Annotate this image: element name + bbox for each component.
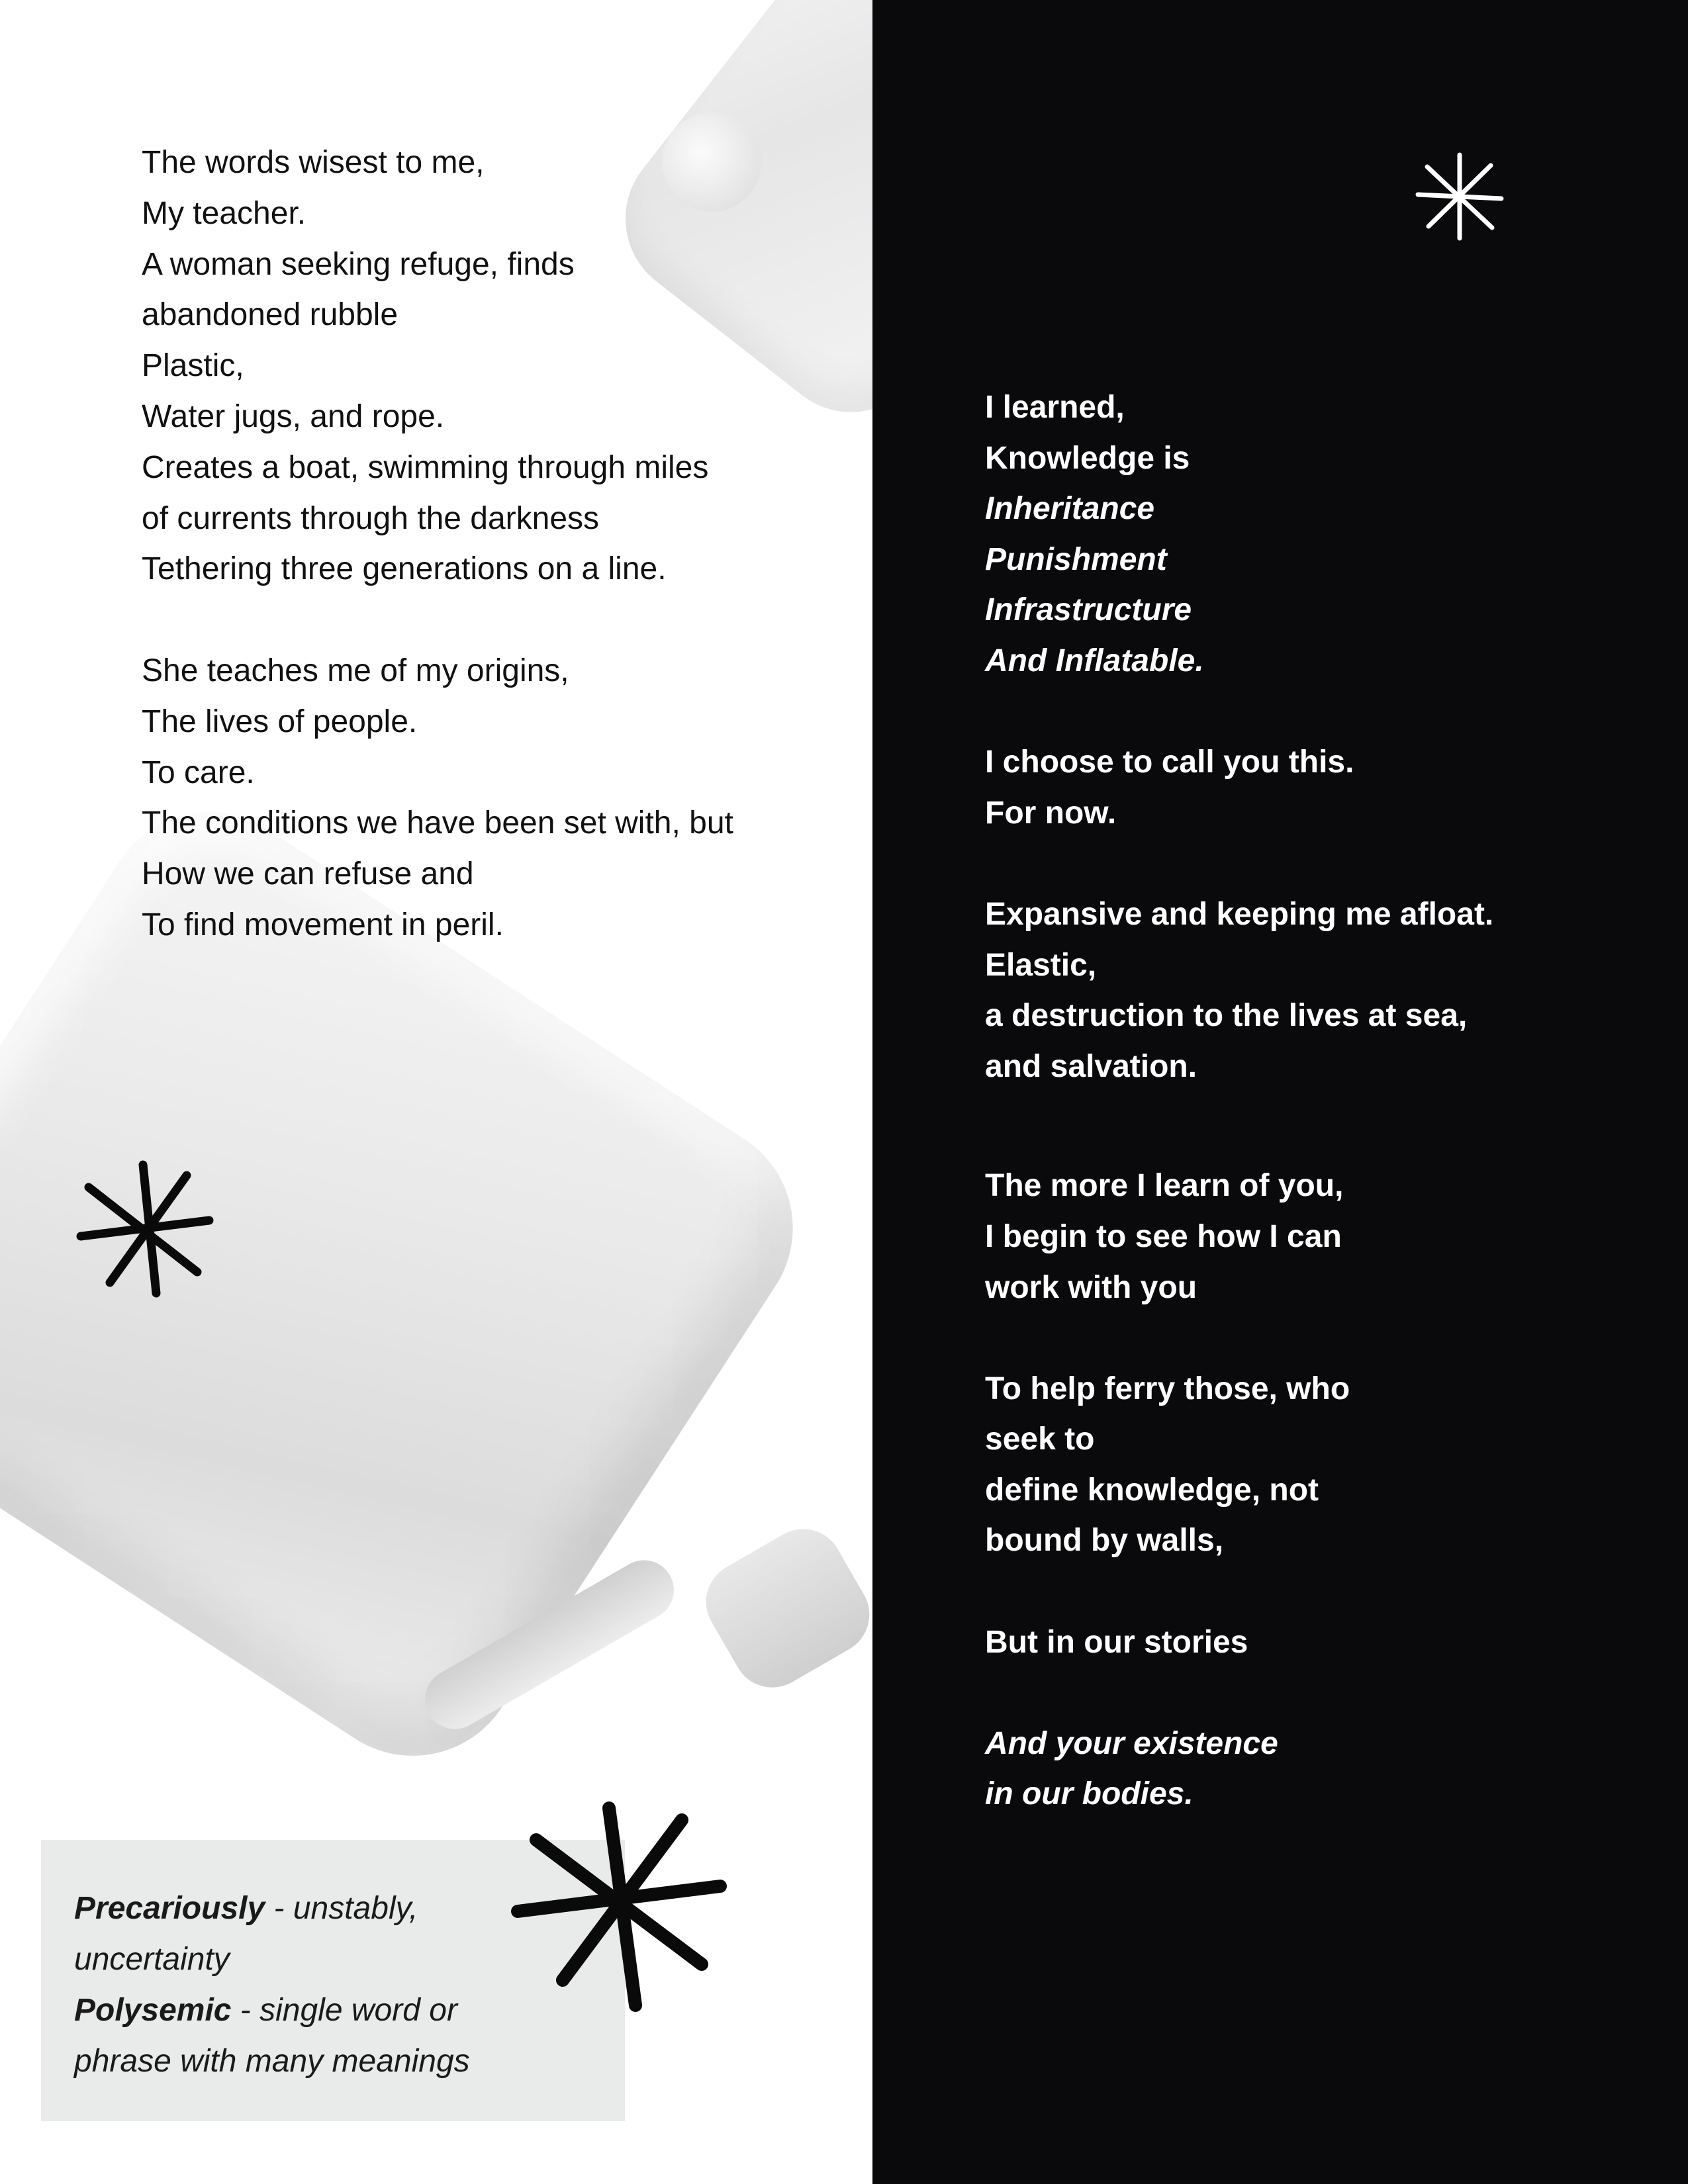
stanza-gap: [985, 1668, 1673, 1719]
poem-line: And your existence: [985, 1725, 1278, 1761]
poem-line: How we can refuse and: [142, 856, 474, 892]
poem-line: I begin to see how I can: [985, 1218, 1342, 1254]
poem-line: Water jugs, and rope.: [142, 398, 445, 434]
water-jug-spout: [692, 1514, 872, 1702]
stanza-gap: [985, 1313, 1673, 1364]
poem-line: Tethering three generations on a line.: [142, 551, 667, 587]
glossary-definition: - unstably,: [265, 1891, 418, 1926]
poem-line: a destruction to the lives at sea,: [985, 998, 1468, 1034]
poem-line: in our bodies.: [985, 1776, 1194, 1812]
poem-line: I learned,: [985, 390, 1125, 425]
poem-line: Expansive and keeping me afloat.: [985, 896, 1494, 932]
stanza-gap: [142, 595, 830, 646]
poem-line: But in our stories: [985, 1624, 1248, 1660]
poem-line: Elastic,: [985, 947, 1097, 983]
left-poem: [142, 138, 830, 951]
poem-line: Punishment: [985, 541, 1167, 577]
stanza-gap: [985, 687, 1673, 738]
stanza-gap: [985, 1092, 1673, 1161]
right-poem: [985, 383, 1673, 1820]
poem-line: The conditions we have been set with, but: [142, 805, 733, 841]
poem-line: Inheritance: [985, 491, 1155, 527]
poem-line: Infrastructure: [985, 592, 1192, 628]
poem-line: She teaches me of my origins,: [142, 653, 569, 688]
poem-line: Knowledge is: [985, 440, 1190, 476]
glossary-term: Polysemic: [74, 1993, 232, 2028]
poem-line: The more I learn of you,: [985, 1168, 1344, 1204]
stanza-gap: [985, 839, 1673, 889]
asterisk-icon: [510, 1794, 728, 2012]
poem-line: I choose to call you this.: [985, 745, 1354, 780]
glossary-definition: uncertainty: [74, 1942, 230, 1977]
asterisk-icon: [70, 1156, 216, 1301]
poem-line: To find movement in peril.: [142, 907, 504, 942]
poem-line: A woman seeking refuge, finds: [142, 246, 575, 282]
poem-line: seek to: [985, 1422, 1095, 1457]
poem-line: The lives of people.: [142, 704, 418, 739]
poem-line: Plastic,: [142, 348, 244, 384]
stanza-gap: [985, 1567, 1673, 1617]
poem-line: bound by walls,: [985, 1523, 1224, 1559]
glossary-definition: phrase with many meanings: [74, 2044, 470, 2079]
glossary-term: Precariously: [74, 1891, 265, 1926]
poem-line: work with you: [985, 1269, 1197, 1305]
poem-line: For now.: [985, 795, 1117, 831]
poem-line: define knowledge, not: [985, 1472, 1319, 1508]
poem-line: To help ferry those, who: [985, 1371, 1350, 1406]
poem-line: My teacher.: [142, 195, 306, 231]
glossary-definition: - single word or: [231, 1993, 457, 2028]
poem-line: And Inflatable.: [985, 643, 1204, 678]
asterisk-icon: [1410, 147, 1509, 246]
poem-line: abandoned rubble: [142, 297, 399, 333]
poem-line: and salvation.: [985, 1048, 1197, 1084]
poem-line: The words wisest to me,: [142, 145, 485, 180]
right-panel: [872, 0, 1688, 2184]
poem-line: Creates a boat, swimming through miles: [142, 449, 709, 485]
poem-line: To care.: [142, 754, 255, 790]
poem-line: of currents through the darkness: [142, 500, 600, 536]
